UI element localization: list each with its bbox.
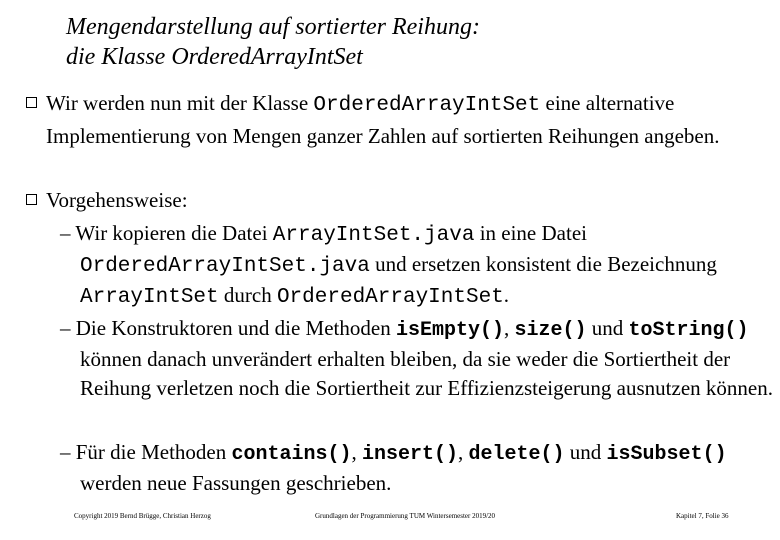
code-term: OrderedArrayIntSet xyxy=(276,286,504,309)
sub-text-part: in eine Datei xyxy=(474,221,587,245)
dash-bullet: – xyxy=(60,221,76,245)
sub-text-part: , xyxy=(351,440,363,464)
sub-text-part: durch xyxy=(218,283,277,307)
sub-item xyxy=(60,314,780,403)
code-term: isEmpty() xyxy=(395,319,504,342)
bullet-item xyxy=(26,185,756,215)
sub-item xyxy=(60,219,780,312)
footer-page: Kapitel 7, Folie 36 xyxy=(676,512,729,520)
slide-title-line1: Mengendarstellung auf sortierter Reihung: xyxy=(66,14,480,40)
sub-text-part: und xyxy=(564,440,607,464)
sub-text-part: . xyxy=(503,283,510,307)
square-bullet-icon xyxy=(26,194,37,205)
slide-title xyxy=(66,12,746,72)
slide-title-line2: die Klasse OrderedArrayIntSet xyxy=(66,44,363,70)
sub-text-part: Die Konstruktoren und die Methoden xyxy=(75,316,396,340)
code-term: OrderedArrayIntSet xyxy=(313,94,541,117)
sub-item xyxy=(60,438,780,498)
sub-text-part: , xyxy=(458,440,469,464)
code-term: insert() xyxy=(362,443,459,466)
sub-text-part: und ersetzen konsistent die Bezeichnung xyxy=(369,252,717,276)
code-term: delete() xyxy=(468,443,565,466)
code-term: ArrayIntSet xyxy=(80,286,219,309)
code-term: OrderedArrayIntSet.java xyxy=(80,255,370,278)
bullet-text-part: Wir werden nun mit der Klasse xyxy=(46,91,314,115)
code-term: ArrayIntSet.java xyxy=(272,224,475,247)
dash-bullet: – xyxy=(60,440,76,464)
code-term: size() xyxy=(514,319,587,342)
bullet-item xyxy=(26,88,756,151)
sub-text-part: , xyxy=(503,316,515,340)
sub-text-part: Für die Methoden xyxy=(75,440,232,464)
code-term: isSubset() xyxy=(606,443,727,466)
sub-text-part: und xyxy=(586,316,629,340)
sub-text-part: werden neue Fassungen geschrieben. xyxy=(80,471,392,495)
bullet-text xyxy=(46,88,756,151)
footer-copyright: Copyright 2019 Bernd Brügge, Christian Herzog xyxy=(74,512,211,520)
sub-text-part: können danach unverändert erhalten bleiben, da sie weder die Sortiertheit der Reihung verletzen noch die Sortiertheit zur Effizienzsteigerung ausnutzen können. xyxy=(80,347,773,400)
bullet-text-part: eine alternative Implementierung von Mengen ganzer Zahlen auf sortierten Reihungen angeben. xyxy=(46,91,720,148)
bullet-text: Vorgehensweise: xyxy=(46,188,188,212)
sub-text-part: Wir kopieren die Datei xyxy=(75,221,273,245)
square-bullet-icon xyxy=(26,97,37,108)
dash-bullet: – xyxy=(60,316,76,340)
code-term: contains() xyxy=(231,443,352,466)
code-term: toString() xyxy=(628,319,749,342)
footer-course: Grundlagen der Programmierung TUM Wintersemester 2019/20 xyxy=(315,512,496,520)
